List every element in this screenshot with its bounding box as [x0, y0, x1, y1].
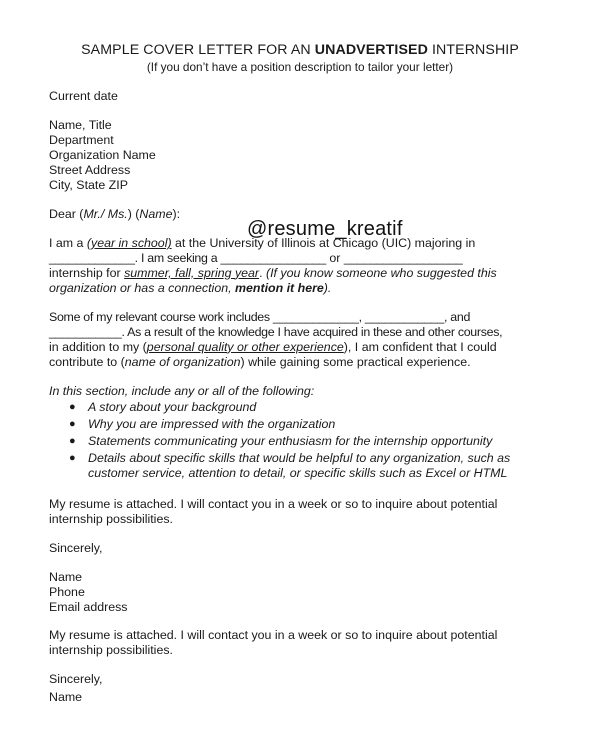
blank: ________________ [220, 250, 326, 265]
bullet-icon: ● [69, 417, 76, 430]
document-subtitle: (If you don’t have a position description to tailor your letter) [146, 60, 454, 74]
closing-paragraph-repeat [49, 628, 569, 658]
recipient-line: Name, Title [49, 118, 112, 132]
list-item [49, 451, 569, 481]
paragraph-line [49, 281, 569, 296]
placeholder-organization: name of organization [124, 354, 241, 369]
title-emphasis: UNADVERTISED [314, 42, 428, 58]
paragraph-line [49, 355, 569, 370]
text: ), I am confident that I could [343, 339, 497, 354]
text: _____________. I am seeking a [49, 250, 221, 265]
list-item [49, 400, 569, 415]
text: internship for [49, 265, 125, 280]
paragraph-coursework [49, 310, 569, 370]
text: or [325, 250, 344, 265]
watermark: @resume_kreatif [247, 218, 403, 240]
text: at the University of Illinois at Chicago (UIC) majoring in [171, 236, 476, 250]
placeholder-year-term: year [234, 265, 260, 280]
salutation-text: ): [172, 207, 181, 221]
salutation-title: Mr./ Ms. [83, 207, 128, 221]
paragraph-line: internship possibilities. [49, 511, 173, 526]
paragraph-line: Some of my relevant course work includes _____________, ____________, and [49, 310, 471, 324]
title-prefix: SAMPLE COVER LETTER FOR AN [81, 42, 315, 58]
recipient-line: Street Address [49, 162, 131, 177]
text: contribute to ( [49, 354, 125, 369]
sign-off: Sincerely, [49, 541, 103, 555]
recipient-line: Department [49, 132, 114, 147]
bullet-text: A story about your background [88, 400, 257, 414]
text: in addition to my ( [49, 339, 147, 354]
bullet-icon: ● [69, 401, 76, 413]
salutation-text: ) ( [127, 207, 140, 221]
bullet-icon: ● [69, 434, 76, 447]
instruction-text: ). [323, 280, 332, 295]
bullet-text: customer service, attention to detail, or specific skills such as Excel or HTML [88, 465, 508, 480]
blank: __________________ [343, 250, 463, 265]
signature-line: Name [49, 570, 83, 584]
bullet-icon: ● [69, 451, 76, 464]
recipient-address [49, 118, 569, 193]
paragraph-line: ___________. As a result of the knowledge I have acquired in these and other courses, [49, 324, 503, 339]
paragraph-line [49, 340, 569, 355]
placeholder-quality: personal quality or other experience [146, 339, 344, 354]
recipient-line: City, State ZIP [49, 177, 128, 192]
instruction-emphasis: mention it here [234, 280, 324, 295]
paragraph-line: internship possibilities. [49, 642, 173, 657]
current-date: Current date [49, 89, 118, 103]
document-title [0, 42, 600, 58]
text: ) while gaining some practical experience. [240, 354, 471, 369]
bullet-text: Why you are impressed with the organization [88, 416, 336, 431]
title-suffix: INTERNSHIP [427, 42, 519, 58]
salutation-text: Dear ( [49, 207, 84, 221]
text: . [259, 265, 266, 280]
signature-line: Name [49, 690, 83, 704]
text: I am a [49, 236, 87, 250]
paragraph-line [49, 236, 569, 251]
list-item [49, 417, 569, 432]
recipient-line: Organization Name [49, 147, 156, 162]
sign-off-repeat: Sincerely, [49, 672, 103, 686]
closing-paragraph [49, 497, 569, 527]
bullet-text: Details about specific skills that would be helpful to any organization, such as [88, 450, 511, 465]
paragraph-intro [49, 236, 569, 296]
signature-block-repeat [49, 690, 569, 705]
signature-line: Phone [49, 584, 85, 599]
paragraph-line [49, 266, 569, 281]
paragraph-line: My resume is attached. I will contact you in a week or so to inquire about potential [49, 497, 498, 511]
signature-line: Email address [49, 599, 128, 614]
instruction-text: (If you know someone who suggested this [265, 265, 497, 280]
bullet-list [49, 400, 569, 481]
salutation-name: Name [139, 207, 173, 221]
signature-block [49, 570, 569, 615]
instruction-text: organization or has a connection, [49, 280, 235, 295]
paragraph-line: My resume is attached. I will contact you in a week or so to inquire about potential [49, 628, 498, 642]
bullet-text: Statements communicating your enthusiasm for the internship opportunity [88, 433, 493, 448]
placeholder-term: summer, fall, spring [124, 265, 232, 280]
list-item [49, 434, 569, 449]
section-intro: In this section, include any or all of the following: [49, 384, 315, 398]
placeholder-year: (year in school) [86, 236, 172, 250]
paragraph-line [49, 251, 569, 266]
